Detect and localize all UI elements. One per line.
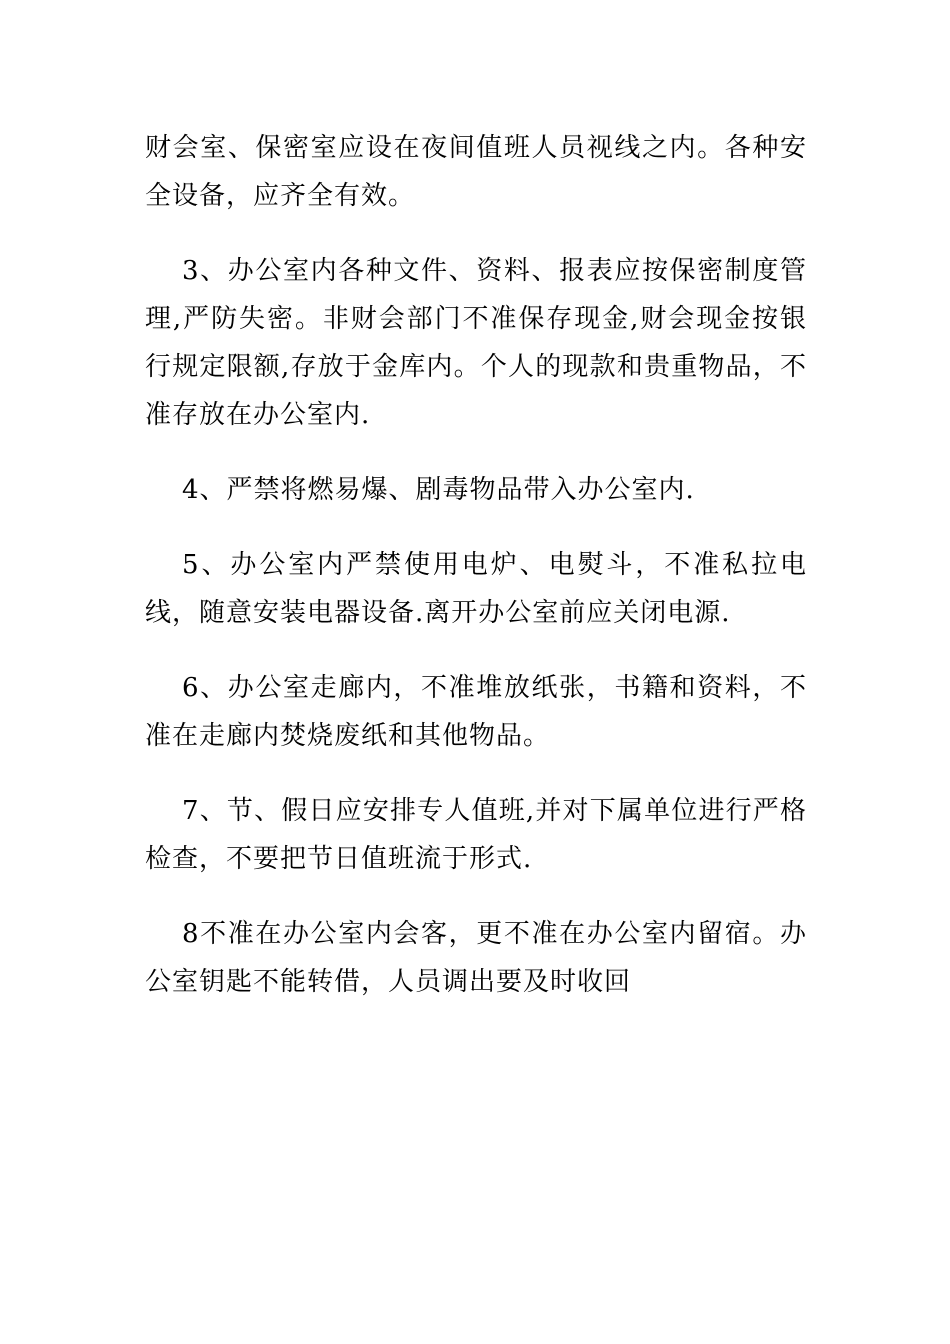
paragraph-rule-3: 3、办公室内各种文件、资料、报表应按保密制度管理,严防失密。非财会部门不准保存现金,财会现金按银行规定限额,存放于金库内。个人的现款和贵重物品，不准存放在办公室内. <box>145 256 807 430</box>
paragraph-rule-5: 5、办公室内严禁使用电炉、电熨斗，不准私拉电线，随意安装电器设备.离开办公室前应关闭电源. <box>145 550 807 628</box>
paragraph-rule-4: 4、严禁将燃易爆、剧毒物品带入办公室内. <box>182 475 695 505</box>
paragraph-rule-7: 7、节、假日应安排专人值班,并对下属单位进行严格检查，不要把节日值班流于形式. <box>145 796 807 874</box>
document-page <box>145 124 807 1006</box>
paragraph-rule-6: 6、办公室走廊内，不准堆放纸张，书籍和资料，不准在走廊内焚烧废纸和其他物品。 <box>145 673 807 751</box>
paragraph-safety-rooms: 财会室、保密室应设在夜间值班人员视线之内。各种安全设备，应齐全有效。 <box>145 133 807 211</box>
paragraph-rule-8: 8不准在办公室内会客，更不准在办公室内留宿。办公室钥匙不能转借，人员调出要及时收回 <box>145 919 807 997</box>
